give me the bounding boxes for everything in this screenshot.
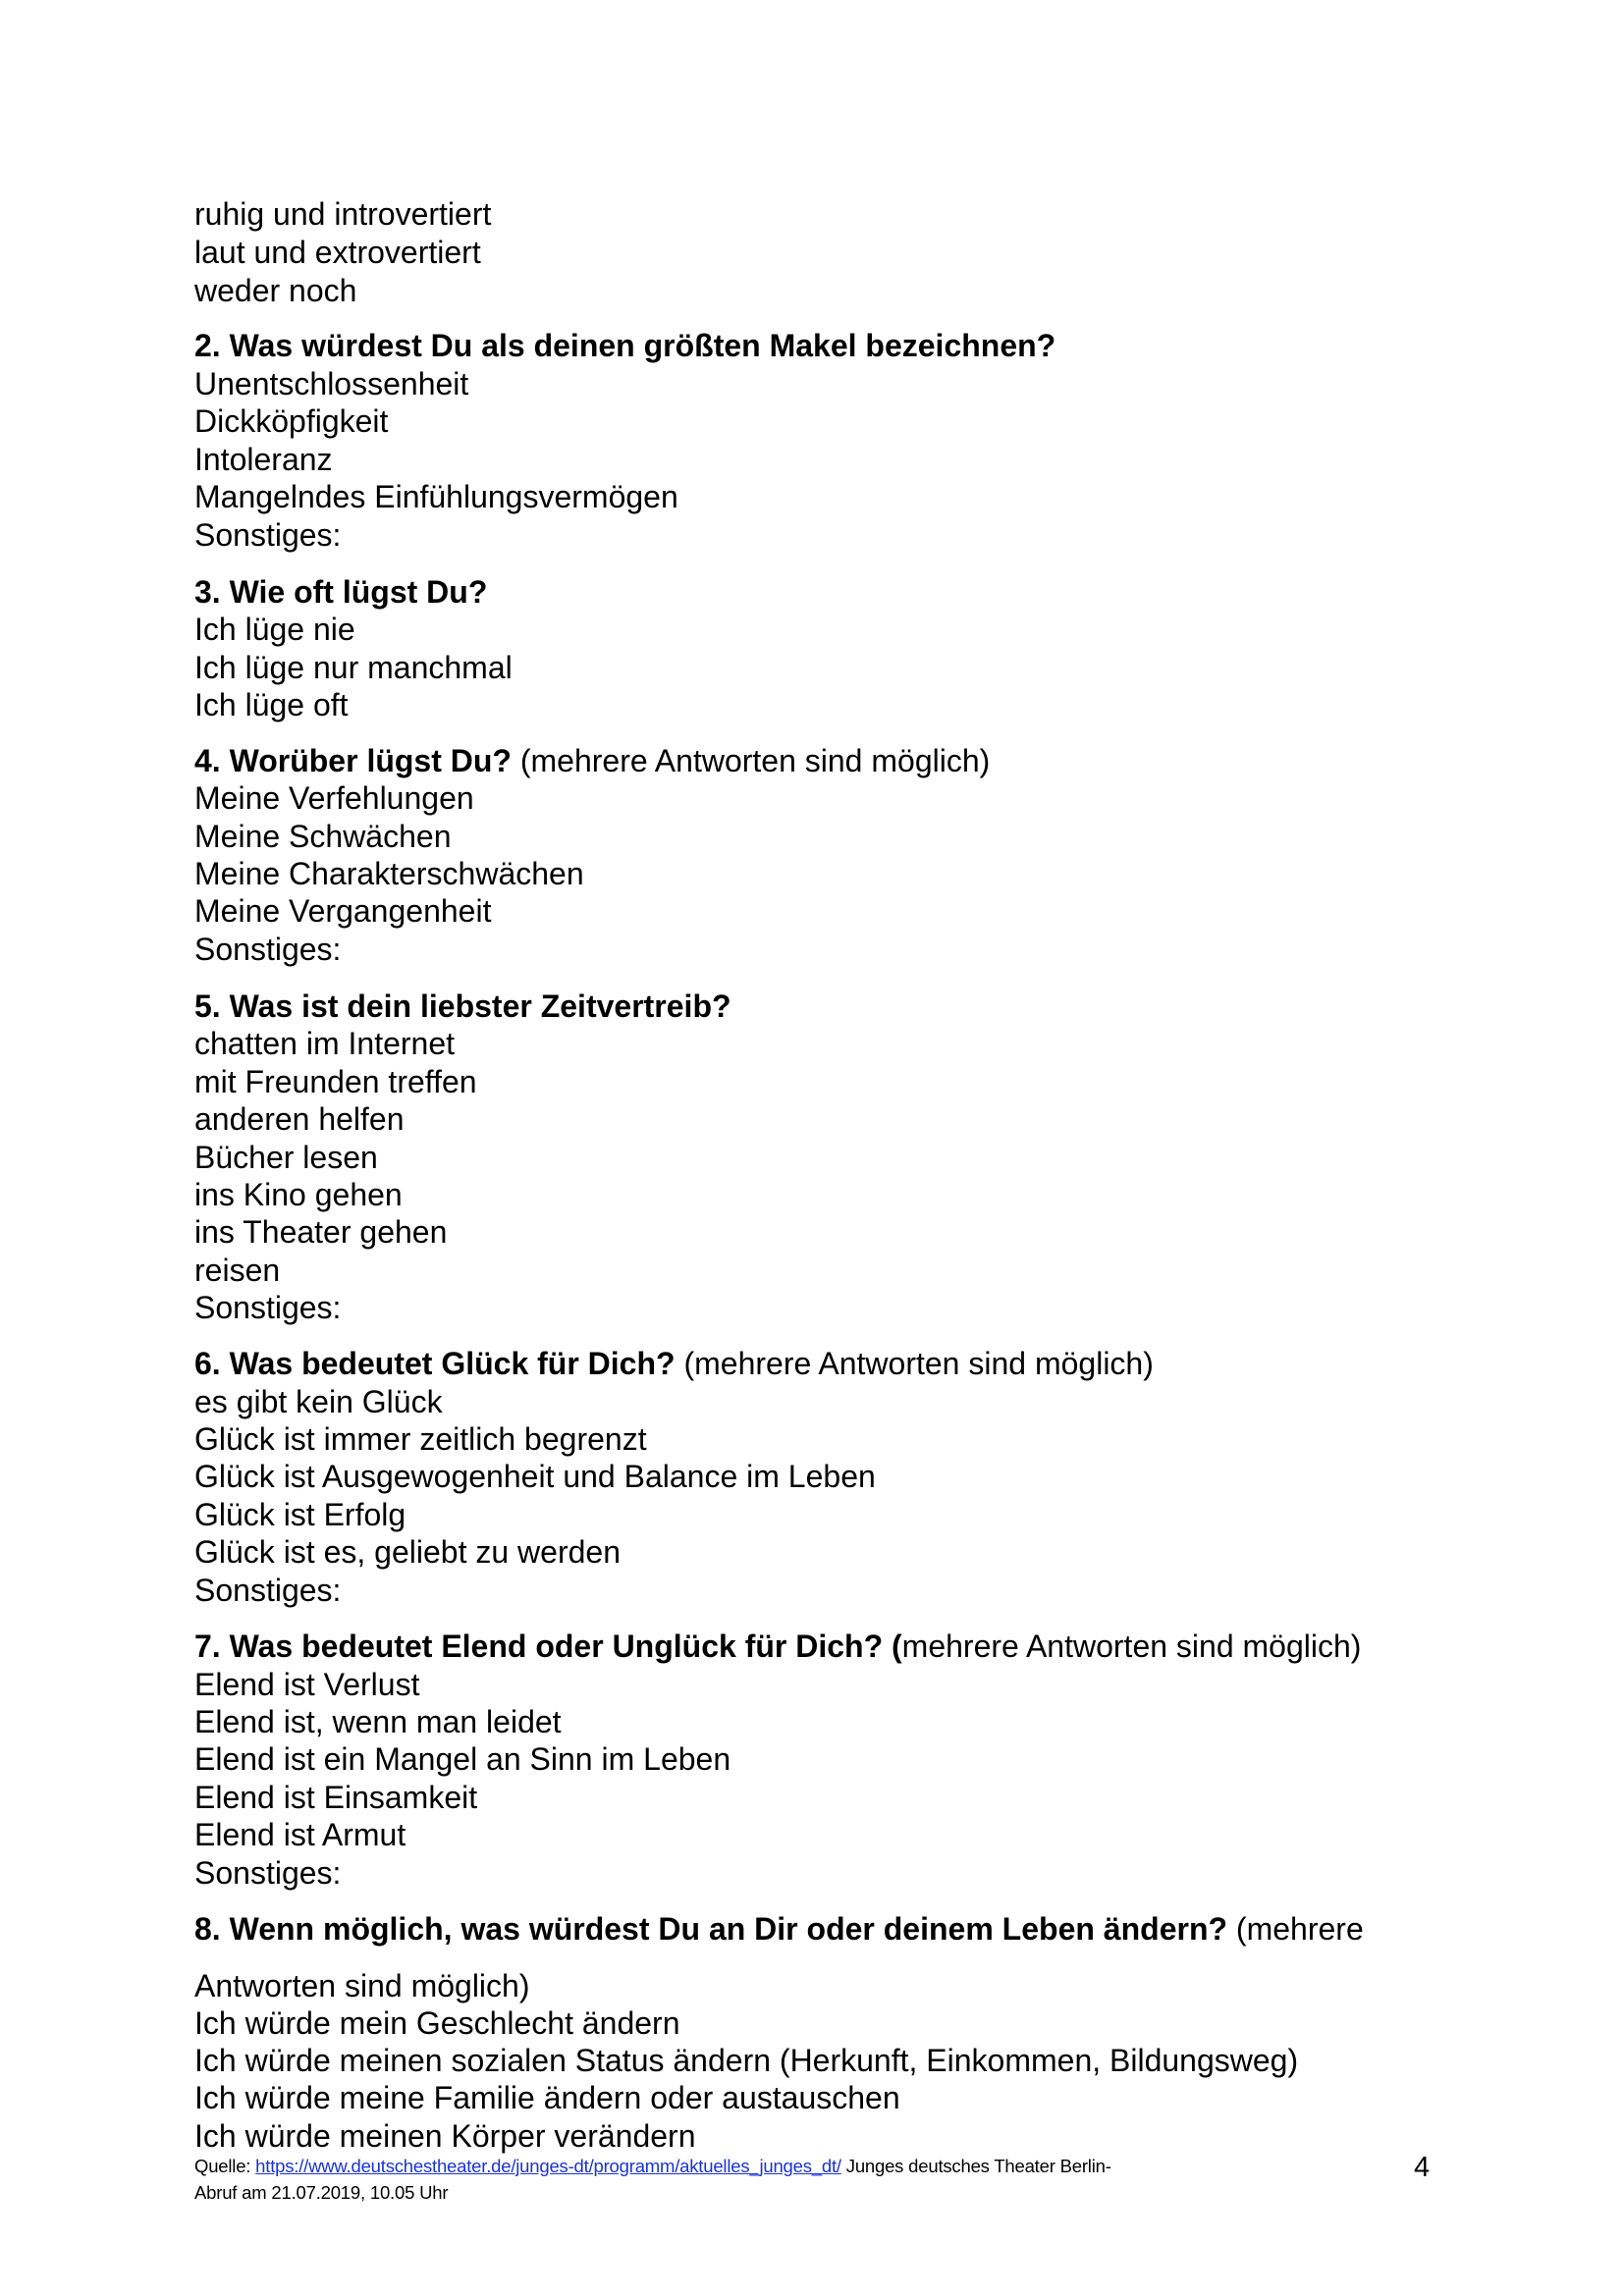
question-heading [194, 1628, 1361, 1665]
answer-option: Bücher lesen [194, 1140, 378, 1175]
answer-option: Ich würde meinen Körper verändern [194, 2118, 696, 2154]
question-note: mehrere Antworten sind möglich) [901, 1629, 1362, 1664]
question-number: 8. [194, 1911, 221, 1947]
answer-option: Elend ist Verlust [194, 1667, 420, 1702]
answer-option: Unentschlossenheit [194, 366, 469, 401]
question-title: Wenn möglich, was würdest Du an Dir oder deinem Leben ändern? [229, 1911, 1228, 1947]
answer-option: Ich würde meine Familie ändern oder austauschen [194, 2080, 900, 2115]
answer-option: anderen helfen [194, 1101, 405, 1137]
answer-option: Elend ist Einsamkeit [194, 1780, 478, 1815]
question-title: Wie oft lügst Du? [229, 574, 488, 610]
answer-option: Elend ist Armut [194, 1817, 406, 1852]
question-title: Was bedeutet Glück für Dich? [229, 1346, 676, 1381]
question-note: (mehrere Antworten sind möglich) [683, 1346, 1154, 1381]
answer-option: ins Theater gehen [194, 1214, 448, 1250]
answer-option: Ich lüge nie [194, 612, 355, 647]
answer-option: Elend ist, wenn man leidet [194, 1704, 562, 1739]
question-note-continued: Antworten sind möglich) [194, 1968, 530, 2003]
answer-option: Glück ist immer zeitlich begrenzt [194, 1421, 647, 1457]
source-label: Quelle: [194, 2156, 251, 2176]
question-heading [194, 1910, 1364, 1948]
page-number: 4 [1414, 2152, 1431, 2183]
answer-option: Sonstiges: [194, 517, 342, 553]
answer-option: ruhig und introvertiert [194, 196, 492, 232]
answer-option: Glück ist es, geliebt zu werden [194, 1534, 621, 1570]
question-title: Was würdest Du als deinen größten Makel bezeichnen? [229, 328, 1056, 363]
answer-option: Meine Charakterschwächen [194, 856, 584, 891]
answer-option: Intoleranz [194, 442, 333, 477]
question-number: 5. [194, 988, 221, 1024]
question-title: Was bedeutet Elend oder Unglück für Dich? ( [229, 1629, 902, 1664]
question-number: 3. [194, 574, 221, 610]
answer-option: Glück ist Erfolg [194, 1497, 406, 1532]
question-number: 4. [194, 743, 221, 778]
footer-source [194, 2154, 1111, 2179]
answer-option: weder noch [194, 273, 357, 308]
question-heading [194, 1345, 1154, 1382]
answer-option: laut und extrovertiert [194, 235, 481, 270]
answer-option: Sonstiges: [194, 1290, 342, 1325]
answer-option: Ich würde mein Geschlecht ändern [194, 2005, 680, 2041]
answer-option: Sonstiges: [194, 1573, 342, 1608]
answer-option: es gibt kein Glück [194, 1384, 443, 1419]
answer-option: Mangelndes Einfühlungsvermögen [194, 479, 678, 514]
question-number: 6. [194, 1346, 221, 1381]
answer-option: Ich würde meinen sozialen Status ändern (Herkunft, Einkommen, Bildungsweg) [194, 2043, 1299, 2078]
question-title: Was ist dein liebster Zeitvertreib? [229, 988, 731, 1024]
question-title: Worüber lügst Du? [229, 743, 512, 778]
answer-option: Ich lüge nur manchmal [194, 650, 513, 685]
answer-option: Meine Schwächen [194, 819, 452, 854]
answer-option: Sonstiges: [194, 1855, 342, 1891]
question-heading [194, 988, 731, 1025]
question-heading [194, 742, 990, 779]
answer-option: Ich lüge oft [194, 687, 349, 722]
source-name: Junges deutsches Theater Berlin- [845, 2156, 1111, 2176]
answer-option: ins Kino gehen [194, 1177, 403, 1212]
answer-option: Meine Vergangenheit [194, 893, 492, 929]
answer-option: mit Freunden treffen [194, 1064, 477, 1099]
answer-option: Elend ist ein Mangel an Sinn im Leben [194, 1741, 731, 1777]
answer-option: Glück ist Ausgewogenheit und Balance im Leben [194, 1459, 876, 1494]
question-heading [194, 327, 1055, 364]
question-note: (mehrere Antworten sind möglich) [519, 743, 991, 778]
answer-option: Meine Verfehlungen [194, 780, 474, 816]
answer-option: Dickköpfigkeit [194, 403, 389, 439]
footer-retrieved: Abruf am 21.07.2019, 10.05 Uhr [194, 2182, 449, 2203]
answer-option: reisen [194, 1253, 281, 1288]
question-number: 2. [194, 328, 221, 363]
question-heading [194, 573, 487, 611]
answer-option: Sonstiges: [194, 932, 342, 967]
answer-option: chatten im Internet [194, 1026, 456, 1061]
source-link[interactable]: https://www.deutschestheater.de/junges-dt/programm/aktuelles_junges_dt/ [255, 2156, 841, 2176]
question-number: 7. [194, 1629, 221, 1664]
question-note: (mehrere [1235, 1911, 1364, 1947]
